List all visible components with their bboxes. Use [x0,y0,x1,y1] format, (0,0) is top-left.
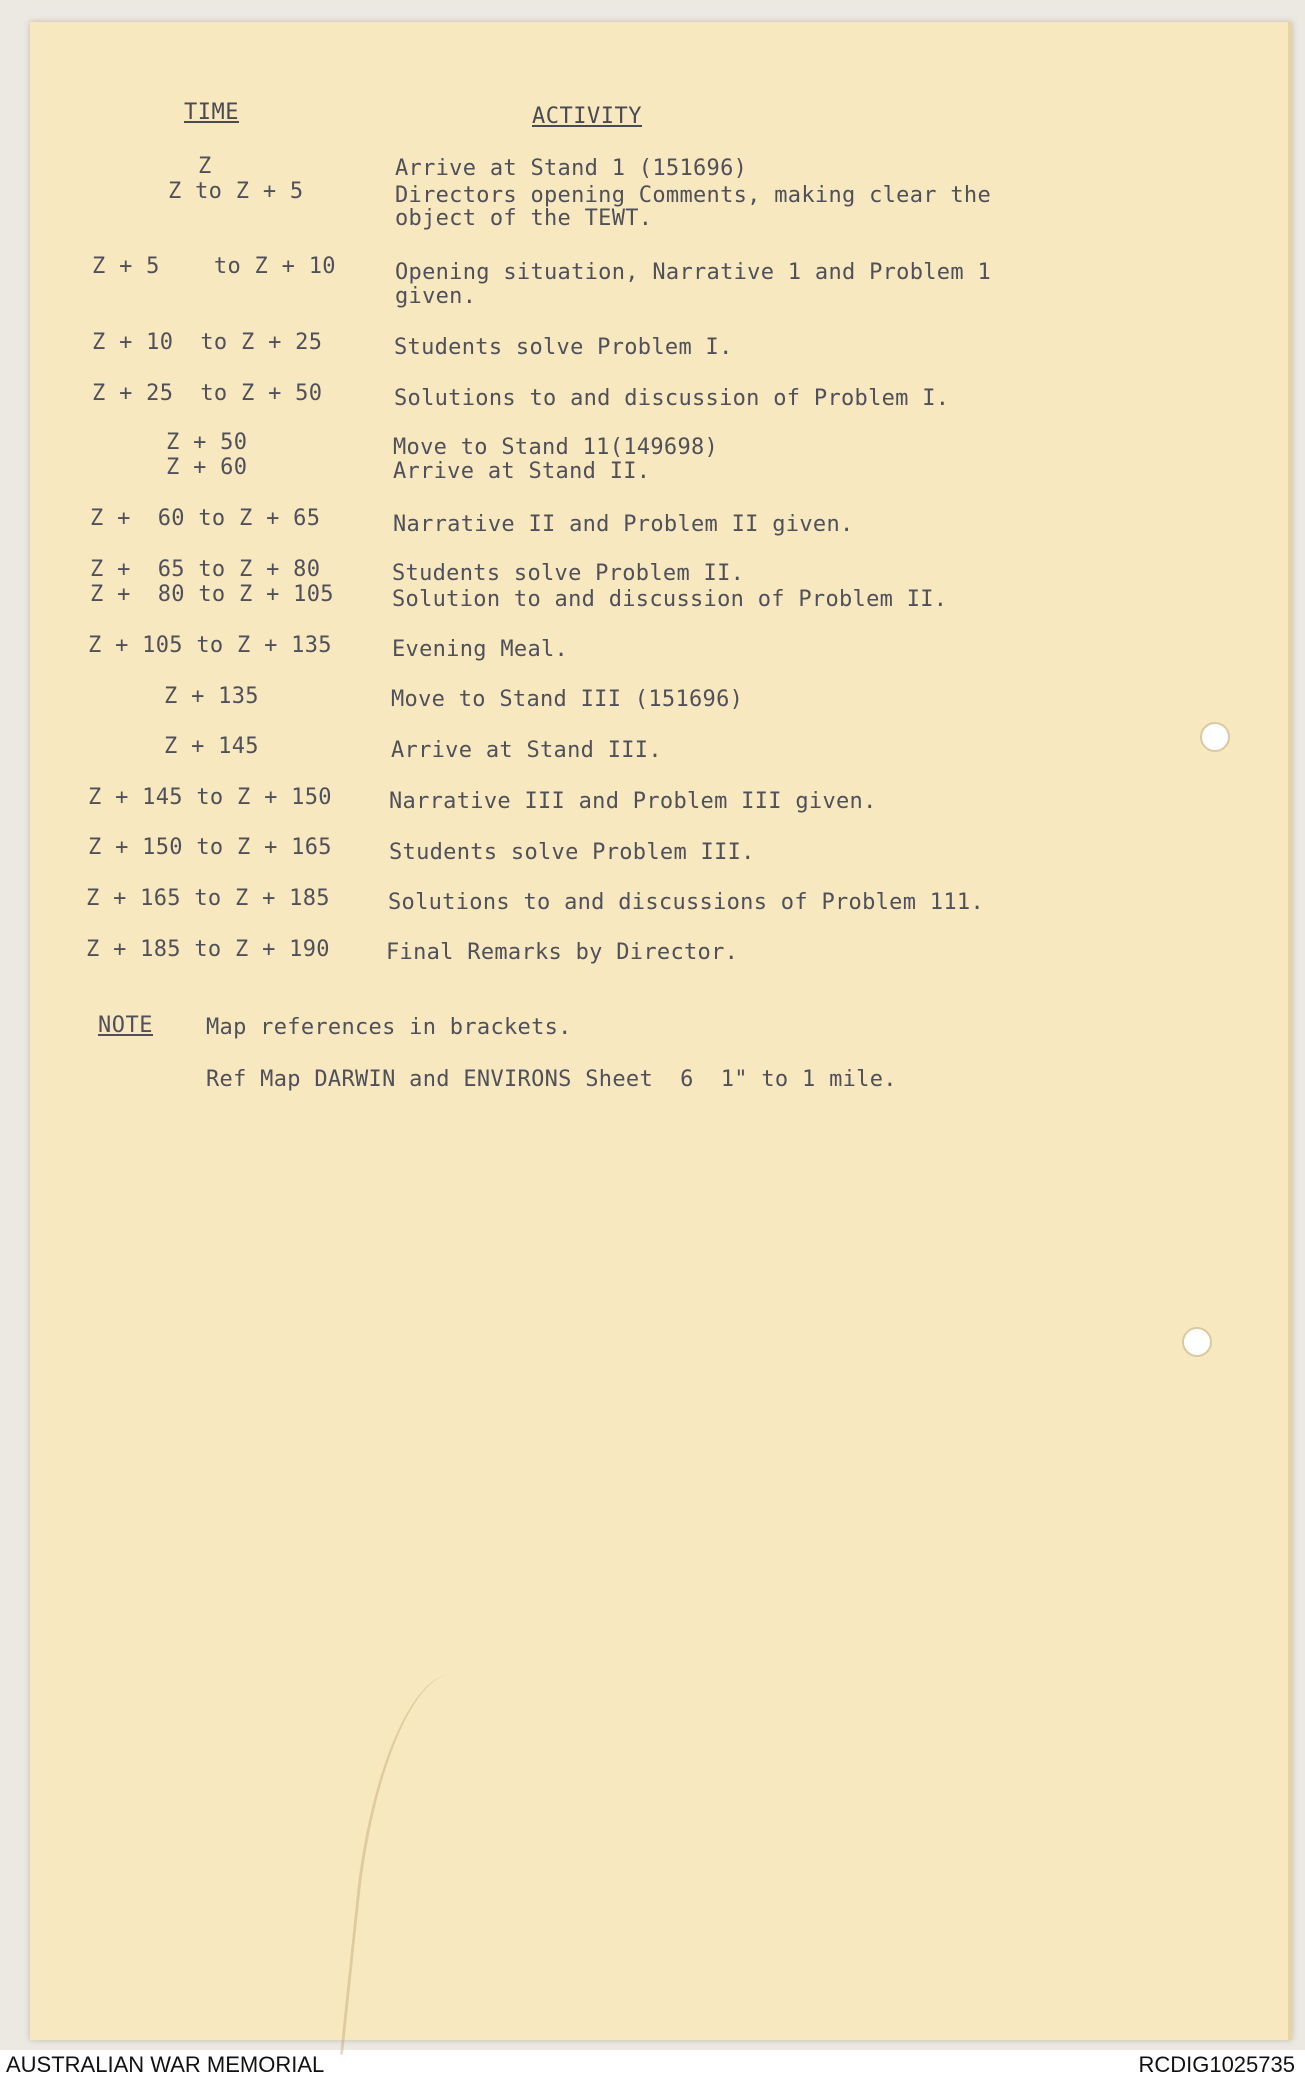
time-cell [90,582,334,607]
time-line: Z + 50 [166,430,248,455]
activity-cell [391,687,743,712]
time-line: Z + 165 to Z + 185 [86,886,330,911]
activity-cell [386,940,738,965]
note-map-reference: Ref Map DARWIN and ENVIRONS Sheet 6 1" to 1 mile. [206,1067,897,1092]
activity-cell [395,183,991,208]
activity-cell [389,789,877,814]
activity-cell [394,335,733,360]
time-cell [164,734,259,759]
time-cell [86,937,330,962]
activity-cell [392,637,568,662]
time-cell [166,430,247,455]
footer-institution: AUSTRALIAN WAR MEMORIAL [6,2052,325,2077]
activity-cell [389,840,755,865]
note-label: NOTE [98,1013,153,1038]
activity-line: Narrative II and Problem II given. [393,512,854,537]
activity-cell [391,738,662,763]
time-cell [88,785,332,810]
activity-cell [393,435,718,460]
time-line: Z + 25 to Z + 50 [92,381,323,406]
activity-cell [388,890,984,915]
time-line: Z + 135 [164,684,259,709]
time-line: Z + 185 to Z + 190 [86,937,330,962]
time-column-header: TIME [184,100,239,125]
time-line: Z + 5 to Z + 10 [92,254,336,279]
activity-line: given. [395,284,477,309]
activity-cell [395,260,991,285]
time-cell [168,179,303,204]
time-cell [86,886,330,911]
activity-cell [392,561,744,586]
time-cell [166,455,247,480]
time-line: Z + 150 to Z + 165 [88,835,332,860]
activity-cell [395,284,476,309]
time-cell [198,154,212,179]
time-line: Z + 10 to Z + 25 [92,330,323,355]
time-cell [92,254,336,279]
activity-line: Directors opening Comments, making clear the [395,183,991,208]
time-line: Z to Z + 5 [168,179,304,204]
time-cell [88,835,332,860]
time-line: Z + 145 [164,734,259,759]
activity-line: Evening Meal. [392,637,569,662]
punch-hole-top [1200,722,1230,752]
time-line: Z + 80 to Z + 105 [90,582,334,607]
activity-line: Arrive at Stand II. [393,459,651,484]
time-line: Z + 60 to Z + 65 [90,506,321,531]
activity-cell [395,206,652,231]
time-cell [90,506,320,531]
activity-line: Students solve Problem I. [394,335,733,360]
footer-document-id: RCDIG1025735 [1138,2052,1295,2077]
activity-cell [393,459,650,484]
activity-line: Students solve Problem III. [389,840,755,865]
activity-line: Narrative III and Problem III given. [389,789,877,814]
activity-cell [394,386,949,411]
time-line: Z + 65 to Z + 80 [90,557,321,582]
time-line: Z + 145 to Z + 150 [88,785,332,810]
activity-line: Solutions to and discussions of Problem 111. [388,890,984,915]
activity-line: object of the TEWT. [395,206,653,231]
time-cell [92,330,322,355]
activity-line: Arrive at Stand III. [391,738,662,763]
punch-hole-bottom [1182,1327,1212,1357]
activity-line: Students solve Problem II. [392,561,745,586]
activity-cell [393,512,854,537]
activity-line: Solutions to and discussion of Problem I. [394,386,950,411]
activity-line: Arrive at Stand 1 (151696) [395,156,748,181]
time-line: Z + 60 [166,455,248,480]
activity-line: Opening situation, Narrative 1 and Problem 1 [395,260,991,285]
time-cell [90,557,320,582]
note-line: Map references in brackets. [206,1015,572,1040]
activity-cell [395,156,747,181]
time-cell [88,633,332,658]
activity-line: Move to Stand III (151696) [391,687,744,712]
paper-crease [340,1667,503,2068]
time-line: Z [198,154,212,179]
activity-cell [392,587,947,612]
activity-line: Move to Stand 11(149698) [393,435,719,460]
activity-column-header: ACTIVITY [532,104,642,129]
activity-line: Final Remarks by Director. [386,940,739,965]
time-cell [164,684,259,709]
time-line: Z + 105 to Z + 135 [88,633,332,658]
time-cell [92,381,322,406]
activity-line: Solution to and discussion of Problem II. [392,587,948,612]
